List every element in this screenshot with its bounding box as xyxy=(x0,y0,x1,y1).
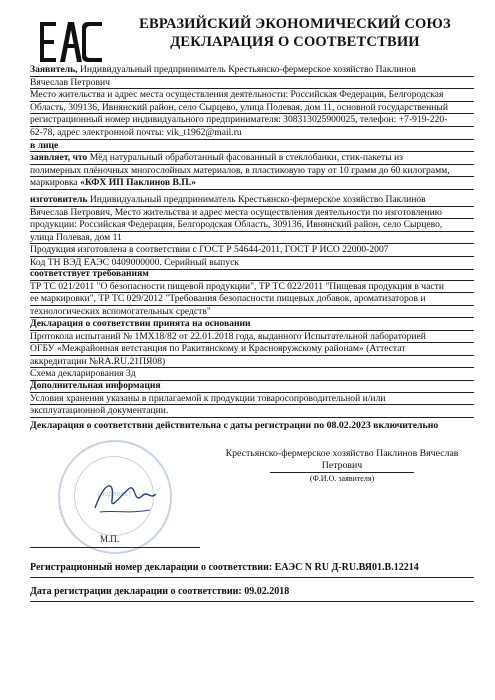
signatory-line-1: Крестьянско-фермерское хозяйство Паклинов Вячеслав xyxy=(225,448,459,459)
applicant-name: Индивидуальный предприниматель Крестьянско-фермерское хозяйство Паклинов xyxy=(77,64,416,75)
union-title: ЕВРАЗИЙСКИЙ ЭКОНОМИЧЕСКИЙ СОЮЗ xyxy=(139,16,451,32)
manufacturer-block xyxy=(30,194,474,270)
scheme-line: Схема декларирования 3д xyxy=(30,368,474,381)
marking-label: маркировка xyxy=(30,177,81,189)
registration-number: Регистрационный номер декларации о соответствии: ЕАЭС N RU Д-RU.ВЯ01.В.12214 xyxy=(30,562,419,573)
applicant-address-3: регистрационный номер индивидуального предпринимателя: 308313025900025, телефон: +7-919-220- xyxy=(30,114,474,127)
requirements-line-1: ТР ТС 021/2011 "О безопасности пищевой продукции", ТР ТС 022/2011 "Пищевая продукция в части xyxy=(30,281,474,294)
manufacturer-line-3: продукции: Российская Федерация, Белгородская Область, 309136, Ивнянский район, село Сырцево, xyxy=(30,219,474,232)
signatory-block xyxy=(210,448,474,485)
declaration-title: ДЕКЛАРАЦИЯ О СООТВЕТСТВИИ xyxy=(170,34,420,50)
additional-line-2: эксплуатационной документации. xyxy=(30,405,474,418)
applicant-address-4: 62-78, адрес электронной почты: vik_t1962@mail.ru xyxy=(30,127,474,140)
marking-value: «КФХ ИП Паклинов В.П.» xyxy=(80,177,196,189)
seal-center-text: (подпись) xyxy=(97,489,131,498)
signature-divider xyxy=(30,547,200,548)
manufacturer-line-4: улица Полевая, дом 11 xyxy=(30,232,474,245)
signatory-line-2: Петрович xyxy=(270,460,414,473)
basis-line-3: аккредитации №RA.RU.21ПЯ08) xyxy=(30,356,474,369)
registration-date: Дата регистрации декларации о соответствии: 09.02.2018 xyxy=(30,586,290,597)
basis-line-1: Протокола испытаний № 1МХ18/82 от 22.01.2018 года, выданного Испытательной лабораторией xyxy=(30,331,474,344)
declares-block xyxy=(30,152,474,190)
additional-block xyxy=(30,380,474,418)
registration-number-underline xyxy=(30,577,474,578)
additional-line-1: Условия хранения указаны в прилагаемой к продукции товаросопроводительной и/или xyxy=(30,393,474,406)
manufacturer-line-2: Вячеслав Петрович, Место жительства и адрес места осуществления деятельности по изготовлению xyxy=(30,207,474,220)
basis-block xyxy=(30,318,474,381)
in-person-label: в лице xyxy=(30,140,474,153)
applicant-name-cont: Вячеслав Петрович xyxy=(30,77,474,90)
applicant-label: Заявитель, xyxy=(30,64,78,75)
applicant-block xyxy=(30,64,474,152)
applicant-signature xyxy=(90,470,160,520)
manufacturer-line-1: Индивидуальный предприниматель Крестьянско-фермерское хозяйство Паклинов xyxy=(87,194,426,205)
stamp-place-label: М.П. xyxy=(100,534,120,544)
signatory-caption: (Ф.И.О. заявителя) xyxy=(309,474,375,483)
additional-label: Дополнительная информация xyxy=(30,380,474,393)
validity-line: Декларация о соответствии действительна с даты регистрации по 08.02.2023 включительно xyxy=(30,420,439,431)
tnved-line: Код ТН ВЭД ЕАЭС 0409000000. Серийный выпуск xyxy=(30,257,474,270)
product-line-1: Мёд натуральный обработанный фасованный в стеклобанки, стик-пакеты из xyxy=(87,152,403,163)
gost-line: Продукция изготовлена в соответствии с ГОСТ Р 54644-2011, ГОСТ Р ИСО 22000-2007 xyxy=(30,244,474,257)
requirements-label: соответствует требованиям xyxy=(30,268,474,281)
basis-label: Декларация о соответствии принята на основании xyxy=(30,318,474,331)
applicant-address-2: Область, 309136, Ивнянский район, село Сырцево, улица Полевая, дом 11, основной государственный xyxy=(30,102,474,115)
requirements-line-3: технологических вспомогательных средств" xyxy=(30,306,474,319)
manufacturer-label: изготовитель xyxy=(30,194,88,205)
basis-line-2: ОГБУ «Межрайонная ветстанция по Ракитянскому и Краснояружскому районам» (Аттестат xyxy=(30,343,474,356)
eac-logo xyxy=(38,18,104,66)
registration-date-underline xyxy=(30,601,474,602)
declares-label: заявляет, что xyxy=(30,152,88,163)
product-line-2: полимерных плёночных многослойных материалов, в пластиковую тару от 10 грамм до 60 килограмм, xyxy=(30,165,474,178)
requirements-block xyxy=(30,268,474,318)
applicant-address-1: Место жительства и адрес места осуществления деятельности: Российская Федерация, Белгородская xyxy=(30,89,474,102)
requirements-line-2: ее маркировки", ТР ТС 029/2012 "Требования безопасности пищевых добавок, ароматизаторов и xyxy=(30,293,474,306)
